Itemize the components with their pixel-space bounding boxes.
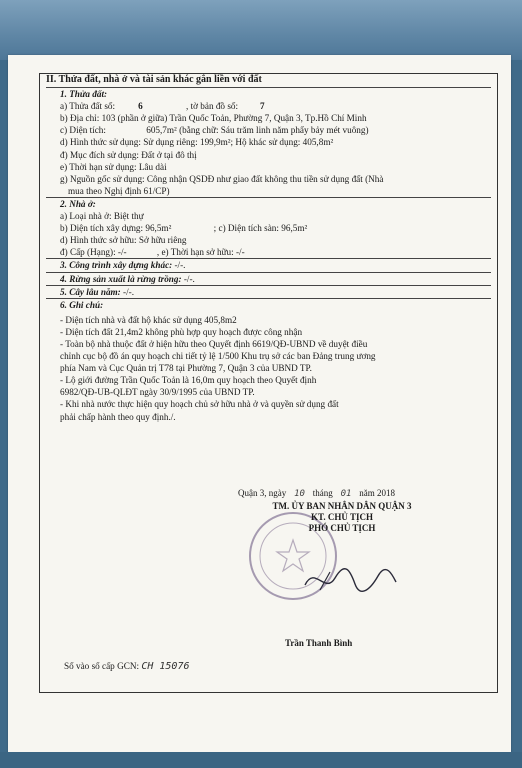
usage-origin-row-cont: mua theo Nghị định 61/CP) bbox=[68, 185, 170, 196]
signature-icon bbox=[300, 560, 400, 600]
other-construction-row: 3. Công trình xây dựng khác: -/-. bbox=[46, 258, 491, 271]
house-type-row: a) Loại nhà ở: Biệt thự bbox=[60, 211, 144, 222]
forest-row: 4. Rừng sản xuất là rừng trồng: -/-. bbox=[46, 272, 491, 285]
usage-origin-row: g) Nguồn gốc sử dụng: Công nhận QSDĐ như giao đất không thu tiền sử dụng đất (Nhà bbox=[60, 173, 384, 184]
issue-day: 10 bbox=[294, 489, 305, 499]
note-3-cont-2: phía Nam và Cục Quản trị T78 tại Phường 7, Quận 3 của UBND TP. bbox=[60, 363, 312, 374]
area-row: c) Diện tích: 605,7m² (bằng chữ: Sáu trăm linh năm phẩy bảy mét vuông) bbox=[60, 125, 369, 136]
kt-title: KT. CHỦ TỊCH bbox=[311, 512, 373, 522]
usage-purpose-row: đ) Mục đích sử dụng: Đất ở tại đô thị bbox=[60, 149, 197, 160]
note-3-cont-1: chỉnh cục bộ đồ án quy hoạch chi tiết tỷ lệ 1/500 Khu trụ sở các ban Đảng trung ương bbox=[60, 351, 376, 362]
notes-section bbox=[46, 298, 491, 423]
perennial-row: 5. Cây lâu năm: -/-. bbox=[46, 285, 491, 298]
document-content bbox=[46, 74, 491, 423]
certificate-serial: CH 15076 bbox=[141, 661, 190, 672]
note-5-cont: phải chấp hành theo quy định./. bbox=[60, 411, 176, 422]
certificate-serial-row: Số vào sổ cấp GCN: CH 15076 bbox=[64, 661, 190, 672]
issue-date: Quận 3, ngày 10 tháng 01 năm 2018 bbox=[238, 488, 395, 499]
ownership-form-row: d) Hình thức sở hữu: Sở hữu riêng bbox=[60, 235, 187, 246]
house-section bbox=[46, 197, 491, 258]
issue-month: 01 bbox=[340, 489, 352, 499]
signer-name: Trần Thanh Bình bbox=[285, 638, 353, 648]
house-title: 2. Nhà ở: bbox=[60, 198, 96, 209]
notes-title: 6. Ghi chú: bbox=[60, 299, 104, 310]
note-2: - Diện tích đất 21,4m2 không phù hợp quy hoạch được công nhận bbox=[60, 326, 303, 337]
map-sheet-number: 7 bbox=[260, 101, 265, 112]
usage-term-row: e) Thời hạn sử dụng: Lâu dài bbox=[60, 161, 167, 172]
vice-chairman-title: PHÓ CHỦ TỊCH bbox=[308, 523, 376, 533]
issuing-organization: TM. ỦY BAN NHÂN DÂN QUẬN 3 bbox=[272, 501, 412, 511]
land-plot-title: 1. Thửa đất: bbox=[60, 89, 108, 100]
address-row: b) Địa chỉ: 103 (phần ở giữa) Trần Quốc Toản, Phường 7, Quận 3, Tp.Hồ Chí Minh bbox=[60, 113, 367, 124]
plot-number-row: a) Thửa đất số: 6 , tờ bản đồ số: 7 bbox=[46, 100, 491, 112]
background-bottom bbox=[0, 752, 522, 768]
signature-block bbox=[232, 488, 452, 533]
note-1: - Diện tích nhà và đất hộ khác sử dụng 405,8m2 bbox=[60, 314, 237, 325]
usage-form-row: d) Hình thức sử dụng: Sử dụng riêng: 199,9m²; Hộ khác sử dụng: 405,8m² bbox=[60, 137, 334, 148]
note-4-cont: 6982/QĐ-UB-QLĐT ngày 30/9/1995 của UBND TP. bbox=[60, 387, 255, 398]
plot-number: 6 bbox=[138, 101, 143, 112]
house-area-row: b) Diện tích xây dựng: 96,5m² ; c) Diện tích sàn: 96,5m² bbox=[60, 223, 308, 234]
note-3: - Toàn bộ nhà thuộc đất ở hiện hữu theo Quyết định 6619/QĐ-UBND về duyệt điều bbox=[60, 338, 368, 349]
note-5: - Khi nhà nước thực hiện quy hoạch chủ sở hữu nhà ở và quyền sử dụng đất bbox=[60, 399, 339, 410]
section-title: II. Thửa đất, nhà ở và tài sản khác gắn liền với đất bbox=[46, 74, 262, 85]
background-top bbox=[0, 0, 522, 60]
note-4: - Lộ giới đường Trần Quốc Toản là 16,0m quy hoạch theo Quyết định bbox=[60, 375, 317, 386]
land-plot-section bbox=[46, 87, 491, 197]
grade-row: đ) Cấp (Hạng): -/- , e) Thời hạn sở hữu: -/- bbox=[60, 247, 245, 258]
